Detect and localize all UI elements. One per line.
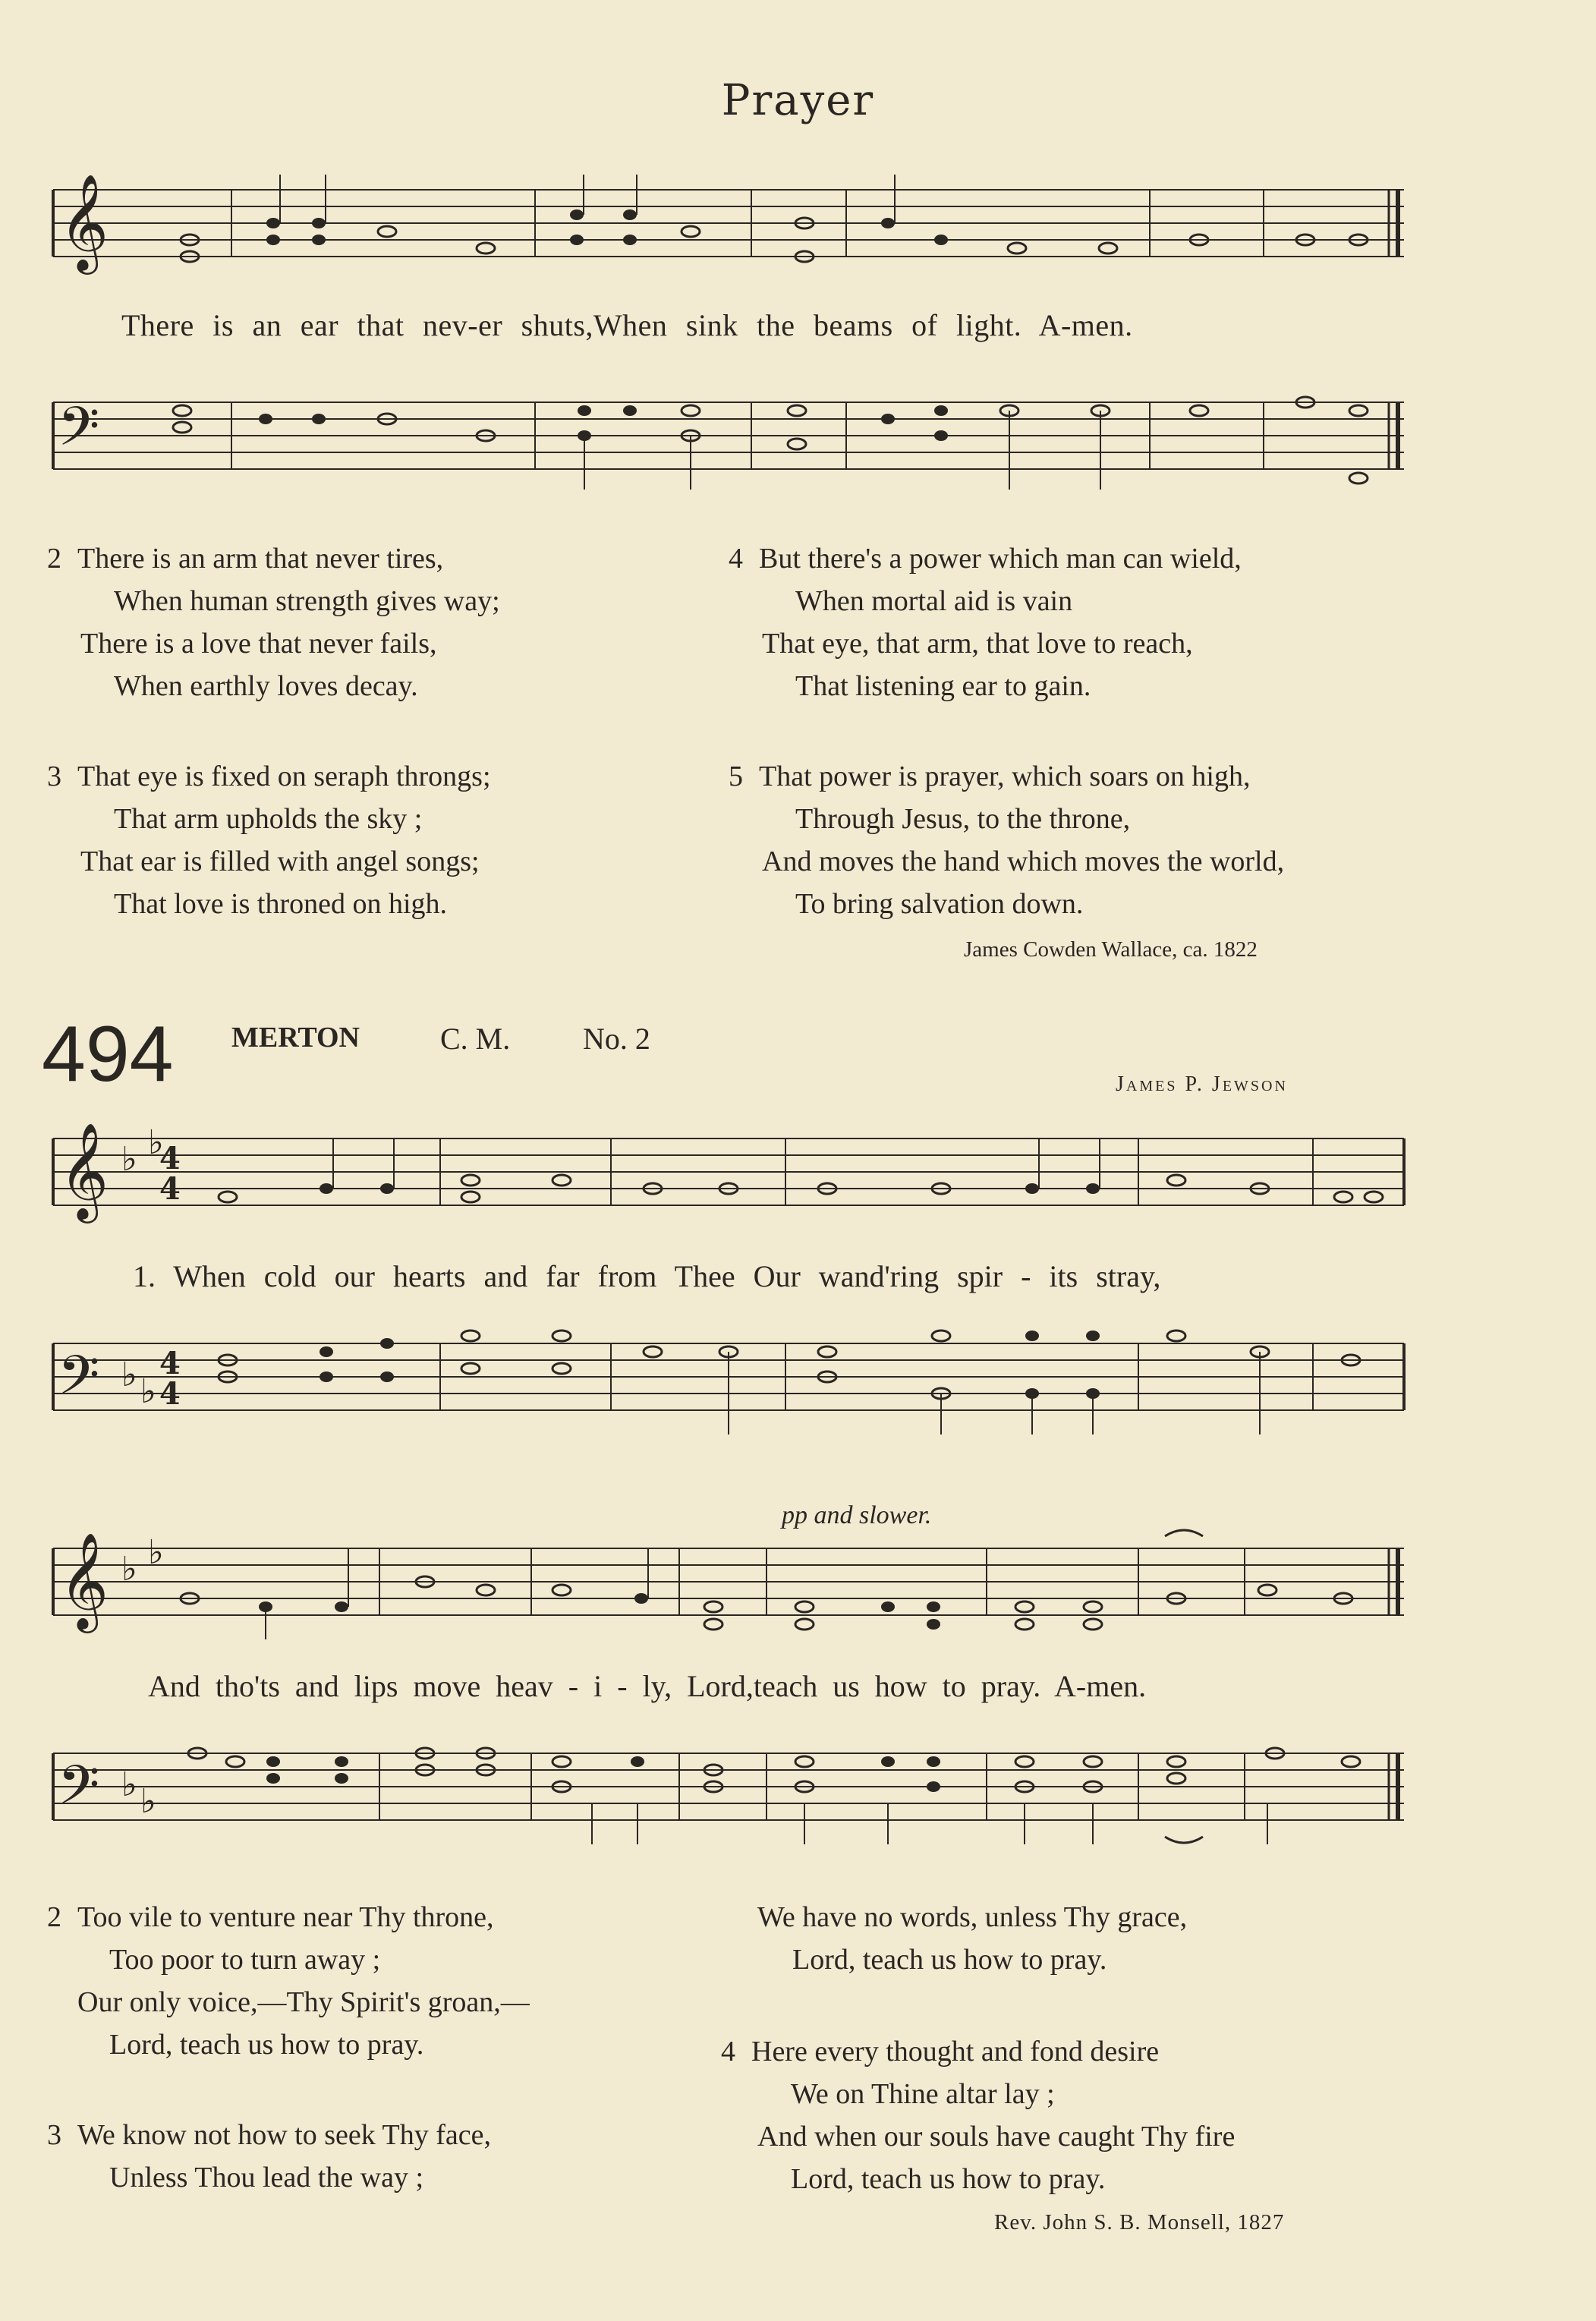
tune-meter: C. M. [440,1022,511,1056]
hymn2-lyric-line-2: And tho'ts and lips move heav - i - ly, Lord,teach us how to pray. A-men. [148,1669,1147,1703]
hymn2-verse-2: 2 Too vile to venture near Thy throne, Too poor to turn away ; Our only voice,—Thy Spirit's groan,— Lord, teach us how to pray. [47,1901,530,2061]
hymn2-verse-4: 4 Here every thought and fond desire We on Thine altar lay ; And when our souls have caught Thy fire Lord, teach us how to pray. [721,2036,1236,2195]
svg-text:♭: ♭ [121,1356,137,1394]
composer: James P. Jewson [1116,1072,1288,1096]
svg-text:♭: ♭ [121,1765,137,1804]
svg-text:𝄢: 𝄢 [58,395,100,471]
tune-name: MERTON [231,1022,360,1053]
page-title: Prayer [721,76,875,125]
hymn2-bass-staff-2 [46,1731,1412,1860]
svg-text:♭: ♭ [140,1782,156,1821]
hymn1-bass-staff [46,379,1412,501]
hymn1-author: James Cowden Wallace, ca. 1822 [964,937,1258,962]
tune-number: No. 2 [583,1022,650,1056]
svg-text:4: 4 [159,1376,181,1412]
svg-text:4: 4 [159,1141,181,1176]
svg-text:♭: ♭ [121,1550,137,1589]
hymn1-lyric-line: There is an ear that nev-er shuts,When sink the beams of light. A-men. [121,308,1133,342]
hymn-number: 494 [42,1010,174,1098]
hymn2-author: Rev. John S. B. Monsell, 1827 [994,2210,1285,2234]
tempo-direction: pp and slower. [782,1501,932,1529]
svg-text:𝄞: 𝄞 [59,1123,109,1219]
hymn1-verse-5: 5 That power is prayer, which soars on high, Through Jesus, to the throne, And moves the hand which moves the world, To bring salvation down. [729,761,1285,920]
hymn1-verse-2: 2 There is an arm that never tires, When human strength gives way; There is a love that never fails, When earthly loves decay. [47,543,500,702]
hymn1-treble-staff [46,175,1412,281]
hymn1-verse-4: 4 But there's a power which man can wield, When mortal aid is vain That eye, that arm, that love to reach, That listening ear to gain. [729,543,1242,702]
svg-text:4: 4 [159,1346,181,1381]
hymn2-treble-staff-1 [46,1123,1412,1237]
svg-text:𝄢: 𝄢 [58,1754,100,1830]
svg-text:♭: ♭ [148,1533,164,1572]
hymn2-treble-staff-2 [46,1526,1412,1655]
svg-text:𝄞: 𝄞 [59,175,109,270]
hymn1-verse-3: 3 That eye is fixed on seraph throngs; That arm upholds the sky ; That ear is filled with angel songs; That love is throned on high. [47,761,491,920]
svg-text:♭: ♭ [140,1372,156,1411]
svg-text:4: 4 [159,1171,181,1207]
hymn2-lyric-line-1: 1. When cold our hearts and far from Thee Our wand'ring spir - its stray, [133,1259,1161,1293]
hymn2-verse-3: 3 We know not how to seek Thy face, Unless Thou lead the way ; [47,2119,491,2193]
hymn2-verse-3-continued: We have no words, unless Thy grace, Lord, teach us how to pray. [757,1901,1188,1976]
svg-text:♭: ♭ [121,1140,137,1179]
svg-text:𝄞: 𝄞 [59,1532,109,1629]
svg-text:𝄢: 𝄢 [58,1344,100,1420]
svg-text:♭: ♭ [148,1123,164,1162]
hymn2-bass-staff-1 [46,1321,1412,1442]
